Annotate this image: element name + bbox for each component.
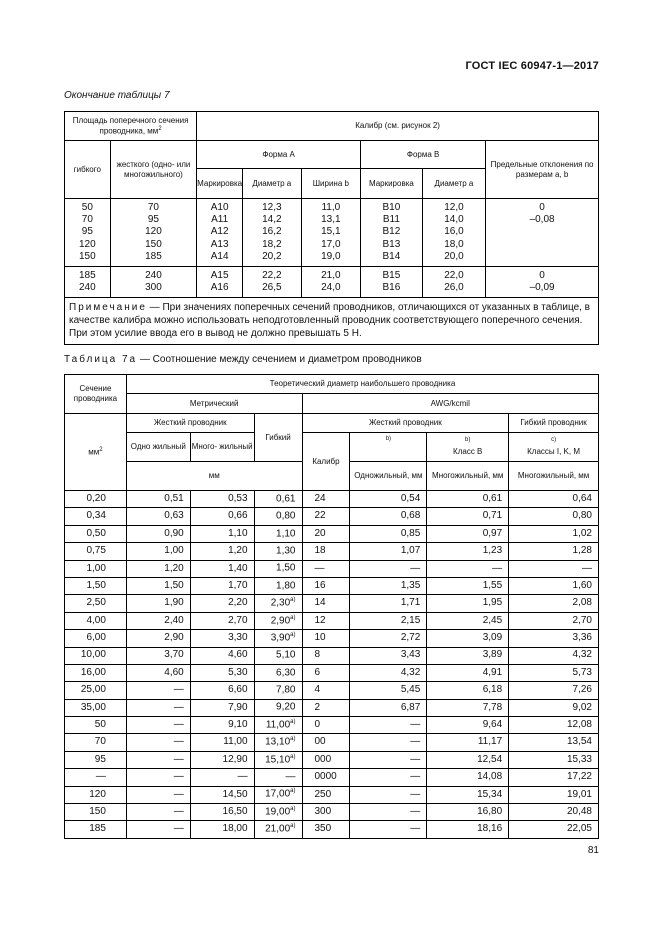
- table-cell: 1,10: [254, 525, 302, 542]
- cell: [361, 202, 422, 263]
- table-cell: 6,87: [350, 699, 427, 716]
- table-cell: 0,20: [65, 491, 127, 508]
- table-cell: —: [350, 717, 427, 734]
- table-cell: 2,40: [126, 612, 190, 629]
- table-row: [65, 734, 599, 751]
- table-row: [65, 525, 599, 542]
- table-cell: 4,32: [350, 664, 427, 681]
- table-row: [65, 560, 599, 577]
- table-cell: 18: [302, 543, 350, 560]
- cell: [423, 202, 485, 263]
- table-row: [65, 821, 599, 838]
- table-cell: —: [65, 769, 127, 786]
- table-row: [65, 508, 599, 525]
- cell-line: 15,1: [321, 226, 341, 238]
- table-cell: 0,61: [427, 491, 509, 508]
- table7-note: [65, 298, 599, 345]
- cell-line: 120: [145, 226, 162, 238]
- table-cell: 22,05: [509, 821, 599, 838]
- solid-header: Одно жильный: [126, 433, 190, 462]
- cell-line: 17,0: [321, 238, 341, 250]
- cell-line: A15: [210, 269, 229, 281]
- cell-line: 14,2: [262, 214, 282, 226]
- table-row: [65, 769, 599, 786]
- mm-header: мм: [126, 462, 302, 491]
- cell-line: A14: [210, 250, 229, 262]
- table-cell: 6,00: [65, 630, 127, 647]
- table-cell: 250: [302, 786, 350, 803]
- table-cell: 2,72: [350, 630, 427, 647]
- cell-line: 95: [81, 226, 93, 238]
- table-cell: 6,60: [190, 682, 254, 699]
- table-cell: 1,10: [190, 525, 254, 542]
- table-cell: —: [126, 682, 190, 699]
- cell-line: 70: [147, 202, 159, 213]
- table-cell: 2,50: [65, 595, 127, 612]
- table-row: [65, 491, 599, 508]
- cell-line: B15: [382, 269, 401, 281]
- table-cell: 1,90: [126, 595, 190, 612]
- table-row: [65, 543, 599, 560]
- table-cell: —: [126, 786, 190, 803]
- table-cell: 9,20: [254, 699, 302, 716]
- awg-gauge-header: Калибр: [302, 433, 350, 491]
- table-7a: [64, 374, 599, 839]
- table-cell: 5,30: [190, 664, 254, 681]
- table-cell: 0,50: [65, 525, 127, 542]
- table-cell: 2,90$^{a)}$: [254, 612, 302, 629]
- table-cell: 0,68: [350, 508, 427, 525]
- table-cell: 0,80: [254, 508, 302, 525]
- table-cell: 5,73: [509, 664, 599, 681]
- table-cell: 11,00$^{a)}$: [254, 717, 302, 734]
- table-cell: —: [350, 751, 427, 768]
- table-cell: 4,00: [65, 612, 127, 629]
- cell-line: 240: [145, 269, 162, 281]
- form-a-header: Форма А: [197, 141, 361, 169]
- table-cell: 4,32: [509, 647, 599, 664]
- table-cell: 0,54: [350, 491, 427, 508]
- table-cell: 1,35: [350, 577, 427, 594]
- table-cell: 4,60: [126, 664, 190, 681]
- table-cell: 300: [302, 804, 350, 821]
- note-text: — При значениях поперечных сечений проводников, отличающихся от указанных в таблице, в качестве калибра можно использовать неподготовленный проводник соответствующего поперечного сечения. При этом усилие ввода его в вывод не должно превышать 5 Н.: [69, 302, 590, 340]
- table-cell: 17,22: [509, 769, 599, 786]
- table-cell: 20,48: [509, 804, 599, 821]
- cell-line: 20,0: [444, 250, 464, 262]
- diameter-a-header: Диаметр a: [243, 169, 302, 199]
- table-cell: —: [126, 821, 190, 838]
- table-cell: 16,00: [65, 664, 127, 681]
- table-row: [65, 751, 599, 768]
- table-cell: 14,50: [190, 786, 254, 803]
- cell-line: A13: [210, 238, 229, 250]
- cell-line: –0,09: [529, 282, 555, 294]
- cell-line: 50: [81, 202, 93, 213]
- cell-line: 150: [145, 238, 162, 250]
- cell: [486, 202, 598, 226]
- cell-line: 18,0: [444, 238, 464, 250]
- gauge-header: Калибр (см. рисунок 2): [197, 112, 599, 141]
- table-cell: 5,10: [254, 647, 302, 664]
- cell-line: 14,0: [444, 214, 464, 226]
- table-cell: —: [302, 560, 350, 577]
- table-cell: 16,50: [190, 804, 254, 821]
- cell-line: 11,0: [321, 202, 341, 213]
- table-cell: 12,54: [427, 751, 509, 768]
- table-cell: 3,30: [190, 630, 254, 647]
- cell: [65, 270, 110, 294]
- cell-line: 26,0: [444, 282, 464, 294]
- table-cell: 0000: [302, 769, 350, 786]
- cell-line: B11: [382, 214, 400, 226]
- table-cell: 9,02: [509, 699, 599, 716]
- table-cell: 1,55: [427, 577, 509, 594]
- table-cell: 2,20: [190, 595, 254, 612]
- table-cell: 4,91: [427, 664, 509, 681]
- cell-line: 185: [78, 269, 96, 281]
- cell: [486, 270, 598, 294]
- table-row: [65, 699, 599, 716]
- table-cell: 6,18: [427, 682, 509, 699]
- table-cell: 19,00$^{a)}$: [254, 804, 302, 821]
- class-b-header: $^{b)}$ Класс B: [427, 433, 509, 462]
- classes-header: $^{c)}$ Классы I, K, M: [509, 433, 599, 462]
- cell-line: 70: [81, 214, 93, 226]
- table-cell: 15,34: [427, 786, 509, 803]
- table-cell: 3,89: [427, 647, 509, 664]
- table-cell: 1,28: [509, 543, 599, 560]
- table-row: [65, 612, 599, 629]
- table7-group-1: [65, 199, 599, 267]
- cell-line: B13: [382, 238, 401, 250]
- table-row: [65, 630, 599, 647]
- table-cell: 21,00$^{a)}$: [254, 821, 302, 838]
- table-cell: 1,00: [65, 560, 127, 577]
- cell-line: 300: [145, 282, 162, 294]
- table-cell: 0,61: [254, 491, 302, 508]
- table-cell: 2: [302, 699, 350, 716]
- table-cell: —: [126, 717, 190, 734]
- table-cell: 1,23: [427, 543, 509, 560]
- table-cell: 15,33: [509, 751, 599, 768]
- table-cell: 14: [302, 595, 350, 612]
- standard-header: ГОСТ IEC 60947-1—2017: [465, 60, 599, 72]
- cell-line: 95: [147, 214, 159, 226]
- table-cell: 95: [65, 751, 127, 768]
- table-cell: 2,30$^{a)}$: [254, 595, 302, 612]
- table-cell: 4: [302, 682, 350, 699]
- table-cell: 11,00: [190, 734, 254, 751]
- cell-line: 185: [145, 250, 162, 262]
- cell-line: B10: [382, 202, 401, 213]
- table-row: [65, 682, 599, 699]
- table-cell: 0,63: [126, 508, 190, 525]
- table-7a-body: [65, 491, 599, 839]
- cell-line: 22,0: [444, 269, 464, 281]
- deviation-header: Предельные отклонения по размерам a, b: [486, 141, 599, 199]
- table-cell: 1,02: [509, 525, 599, 542]
- cell: [111, 270, 197, 294]
- table-cell: 000: [302, 751, 350, 768]
- table-cell: —: [126, 751, 190, 768]
- cell-line: 0: [539, 269, 545, 281]
- table-cell: 185: [65, 821, 127, 838]
- cell-line: –0,08: [529, 214, 555, 226]
- table-cell: 35,00: [65, 699, 127, 716]
- metric-header: Метрический: [126, 394, 302, 414]
- table-cell: 1,20: [126, 560, 190, 577]
- table-cell: —: [350, 769, 427, 786]
- table-cell: 1,70: [190, 577, 254, 594]
- awg-header: AWG/kcmil: [302, 394, 599, 414]
- awg-rigid-header: Жесткий проводник: [302, 414, 509, 433]
- table-cell: 19,01: [509, 786, 599, 803]
- cell-line: B16: [382, 282, 401, 294]
- table-cell: 1,40: [190, 560, 254, 577]
- table-cell: 16: [302, 577, 350, 594]
- table-cell: 12,08: [509, 717, 599, 734]
- table-cell: 13,54: [509, 734, 599, 751]
- table-cell: 11,17: [427, 734, 509, 751]
- cell-line: A16: [210, 282, 229, 294]
- table-cell: 0,51: [126, 491, 190, 508]
- cell: [197, 270, 242, 294]
- table-cell: 1,50: [126, 577, 190, 594]
- table-cell: 0,97: [427, 525, 509, 542]
- cell: [361, 270, 422, 294]
- width-b-header: Ширина b: [301, 169, 360, 199]
- table-row: [65, 786, 599, 803]
- marking-a-header: Маркировка: [197, 169, 243, 199]
- table-cell: —: [126, 699, 190, 716]
- table-cell: 24: [302, 491, 350, 508]
- table-cell: 1,00: [126, 543, 190, 560]
- table-cell: 1,20: [190, 543, 254, 560]
- cell: [423, 270, 485, 294]
- table-cell: —: [350, 560, 427, 577]
- table-cell: —: [350, 821, 427, 838]
- cell-line: 19,0: [321, 250, 341, 262]
- cell-line: 12,0: [444, 202, 464, 213]
- awg-flexible-header: Гибкий проводник: [509, 414, 599, 433]
- table-cell: 16,80: [427, 804, 509, 821]
- cell-line: 240: [78, 282, 96, 294]
- mm2-header: $мм^2$: [65, 414, 127, 491]
- table-cell: 2,08: [509, 595, 599, 612]
- table-cell: 3,90$^{a)}$: [254, 630, 302, 647]
- cell-line: 12,3: [262, 202, 282, 213]
- cell-line: 13,1: [321, 214, 341, 226]
- table-cell: 2,90: [126, 630, 190, 647]
- cell: [302, 270, 360, 294]
- table-cell: 1,07: [350, 543, 427, 560]
- table-cell: 20: [302, 525, 350, 542]
- table-cell: 1,95: [427, 595, 509, 612]
- table-cell: 2,70: [509, 612, 599, 629]
- metric-flexible-header: Гибкий: [254, 414, 302, 462]
- table-row: [65, 577, 599, 594]
- table-cell: —: [427, 560, 509, 577]
- cell-line: A11: [211, 214, 229, 226]
- table-cell: 3,36: [509, 630, 599, 647]
- table-cell: —: [350, 786, 427, 803]
- table-cell: 9,10: [190, 717, 254, 734]
- table-cell: 4,60: [190, 647, 254, 664]
- table-cell: —: [350, 804, 427, 821]
- table-cell: 2,15: [350, 612, 427, 629]
- table-cell: 12: [302, 612, 350, 629]
- cell-line: 18,2: [262, 238, 282, 250]
- table-cell: 7,78: [427, 699, 509, 716]
- note-b-header: b): [350, 433, 427, 462]
- table-cell: 17,00$^{a)}$: [254, 786, 302, 803]
- cell-line: 21,0: [321, 269, 341, 281]
- table-row: [65, 595, 599, 612]
- table-cell: 10: [302, 630, 350, 647]
- table-cell: —: [509, 560, 599, 577]
- table-cell: 7,80: [254, 682, 302, 699]
- cell: [302, 202, 360, 263]
- note-label: Примечание: [69, 302, 147, 314]
- cell-line: B14: [382, 250, 401, 262]
- table-cell: —: [190, 769, 254, 786]
- cell-line: 24,0: [321, 282, 341, 294]
- table-cell: 15,10$^{a)}$: [254, 751, 302, 768]
- table-cell: 0,64: [509, 491, 599, 508]
- cell-line: B12: [382, 226, 401, 238]
- table-cell: 14,08: [427, 769, 509, 786]
- table-cell: 3,70: [126, 647, 190, 664]
- form-b-header: Форма В: [361, 141, 486, 169]
- table-cell: 6: [302, 664, 350, 681]
- table-cell: —: [350, 734, 427, 751]
- table-cell: 5,45: [350, 682, 427, 699]
- table-cell: 0,90: [126, 525, 190, 542]
- table-cell: 3,43: [350, 647, 427, 664]
- cell-line: 16,0: [444, 226, 464, 238]
- table-cell: 22: [302, 508, 350, 525]
- table-cell: 2,70: [190, 612, 254, 629]
- table-cell: 8: [302, 647, 350, 664]
- stranded-mm-header: Многожильный, мм: [427, 462, 509, 491]
- table-7: [64, 111, 599, 345]
- table-cell: —: [126, 734, 190, 751]
- diameter-b-header: Диаметр a: [422, 169, 485, 199]
- table-cell: 10,00: [65, 647, 127, 664]
- section-header: Сечение проводника: [65, 375, 127, 414]
- table-cell: 0,34: [65, 508, 127, 525]
- table-cell: 9,64: [427, 717, 509, 734]
- table-cell: 0,80: [509, 508, 599, 525]
- table-7a-caption: Таблица 7а — Соотношение между сечением и диаметром проводников: [64, 354, 422, 365]
- table-cell: —: [126, 804, 190, 821]
- table-cell: 1,71: [350, 595, 427, 612]
- cell: [197, 202, 242, 263]
- table-cell: 1,50: [254, 560, 302, 577]
- table-cell: 120: [65, 786, 127, 803]
- table-cell: 70: [65, 734, 127, 751]
- table-cell: 25,00: [65, 682, 127, 699]
- table-cell: 0,53: [190, 491, 254, 508]
- cell-line: 150: [78, 250, 96, 262]
- table7-group-2: [65, 266, 599, 297]
- solid-mm-header: Одножильный, мм: [350, 462, 427, 491]
- cell: [243, 270, 301, 294]
- table-cell: 7,26: [509, 682, 599, 699]
- table-cell: 2,45: [427, 612, 509, 629]
- table-cell: 50: [65, 717, 127, 734]
- cell-line: A10: [210, 202, 229, 213]
- table-cell: 1,30: [254, 543, 302, 560]
- page-number: 81: [587, 845, 599, 856]
- cell-line: 0: [539, 202, 545, 213]
- cell-line: A12: [210, 226, 229, 238]
- cell: [243, 202, 301, 263]
- flex-stranded-mm-header: Многожильный, мм: [509, 462, 599, 491]
- table-row: [65, 664, 599, 681]
- table-cell: 7,90: [190, 699, 254, 716]
- table-cell: 0,75: [65, 543, 127, 560]
- metric-rigid-header: Жесткий проводник: [126, 414, 254, 433]
- area-header: Площадь поперечного сечения проводника, $мм^2$: [65, 112, 197, 141]
- table-cell: 1,50: [65, 577, 127, 594]
- cell-line: 26,5: [262, 282, 282, 294]
- cell: [111, 202, 197, 263]
- table-row: [65, 804, 599, 821]
- table-cell: 6,30: [254, 664, 302, 681]
- table-row: [65, 647, 599, 664]
- table-continuation-title: Окончание таблицы 7: [64, 90, 170, 101]
- flexible-header: гибкого: [65, 141, 111, 199]
- table-cell: 0: [302, 717, 350, 734]
- table-cell: 18,16: [427, 821, 509, 838]
- table-cell: 0,71: [427, 508, 509, 525]
- rigid-header: жесткого (одно- или многожильного): [110, 141, 197, 199]
- marking-b-header: Маркировка: [361, 169, 423, 199]
- stranded-header: Много- жильный: [190, 433, 254, 462]
- cell-line: 120: [78, 238, 96, 250]
- cell-line: 20,2: [262, 250, 282, 262]
- table-cell: —: [126, 769, 190, 786]
- table-cell: 1,60: [509, 577, 599, 594]
- cell: [65, 202, 110, 263]
- table-cell: 350: [302, 821, 350, 838]
- table-cell: 13,10$^{a)}$: [254, 734, 302, 751]
- table-row: [65, 717, 599, 734]
- table-cell: 0,66: [190, 508, 254, 525]
- table-cell: 12,90: [190, 751, 254, 768]
- table-cell: —: [254, 769, 302, 786]
- table-cell: 3,09: [427, 630, 509, 647]
- theoretical-header: Теоретический диаметр наибольшего проводника: [126, 375, 598, 394]
- table-cell: 1,80: [254, 577, 302, 594]
- cell-line: 16,2: [262, 226, 282, 238]
- table-cell: 18,00: [190, 821, 254, 838]
- table-cell: 00: [302, 734, 350, 751]
- table-cell: 150: [65, 804, 127, 821]
- cell-line: 22,2: [262, 269, 282, 281]
- table-cell: 0,85: [350, 525, 427, 542]
